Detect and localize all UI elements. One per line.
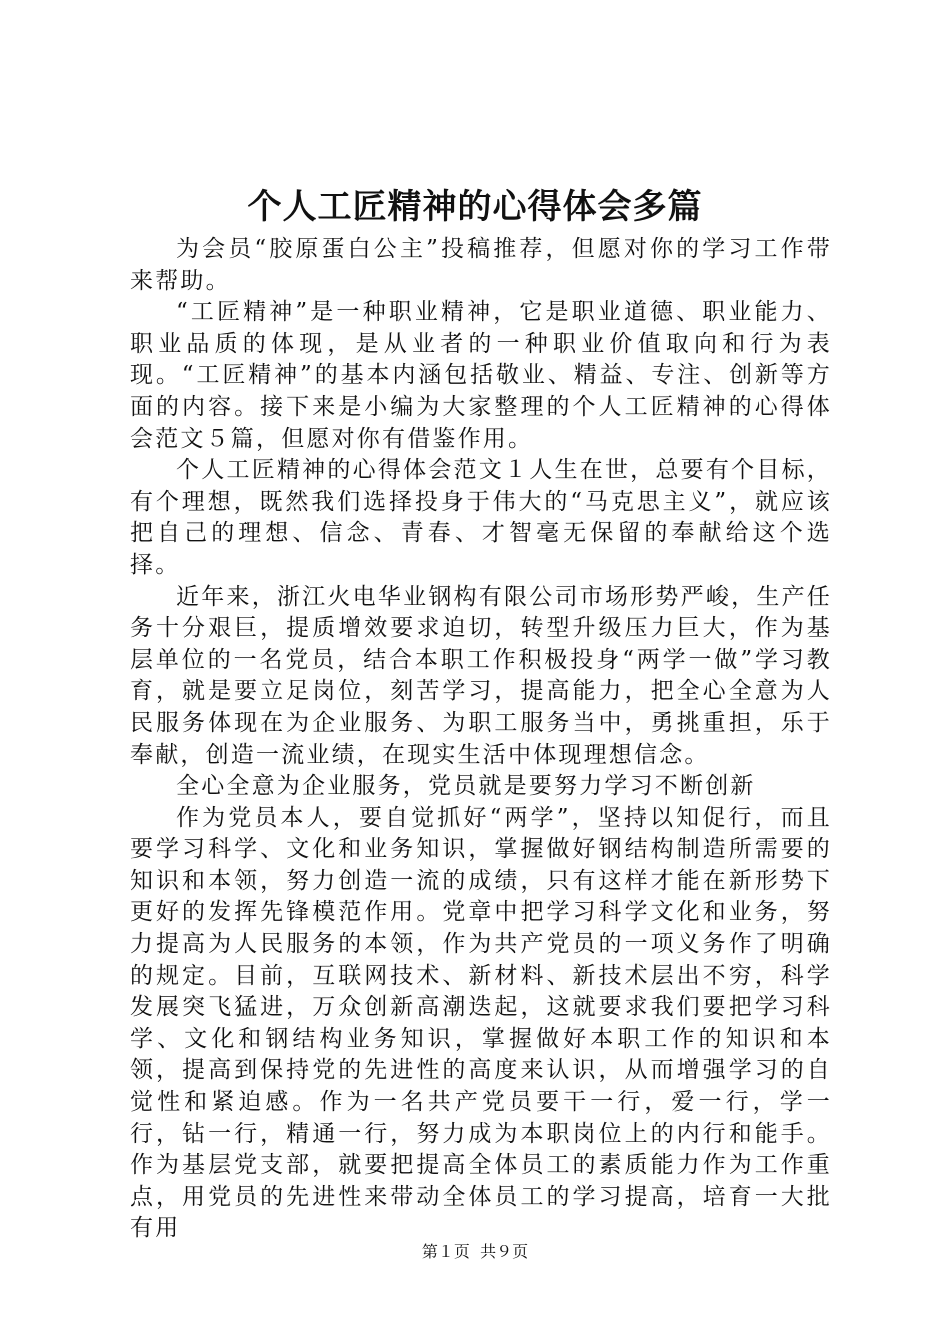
page-total: 共９页 <box>480 1242 529 1261</box>
paragraph-party-member: 作为党员本人，要自觉抓好“两学”，坚持以知促行，而且要学习科学、文化和业务知识，掌握做好钢结构制造所需要的知识和本领，努力创造一流的成绩，只有这样才能在新形势下更好的发挥先锋模范作用。党章中把学习科学文化和业务，努力提高为人民服务的本领，作为共产党员的一项义务作了明确的规定。目前，互联网技术、新材料、新技术层出不穷，科学发展突飞猛进，万众创新高潮迭起，这就要求我们要把学习科学、文化和钢结构业务知识，掌握做好本职工作的知识和本领，提高到保持党的先进性的高度来认识，从而增强学习的自觉性和紧迫感。作为一名共产党员要干一行，爱一行，学一行，钻一行，精通一行，努力成为本职岗位上的内行和能手。作为基层党支部，就要把提高全体员工的素质能力作为工作重点，用党员的先进性来带动全体员工的学习提高，培育一大批有用 <box>130 804 832 1242</box>
page-footer <box>0 1240 950 1264</box>
footer-separator <box>470 1242 480 1261</box>
paragraph-subheading: 全心全意为企业服务，党员就是要努力学习不断创新 <box>176 773 756 800</box>
document-title: 个人工匠精神的心得体会多篇 <box>247 187 703 227</box>
document-body <box>130 234 832 1245</box>
paragraph-recent-years: 近年来，浙江火电华业钢构有限公司市场形势严峻，生产任务十分艰巨，提质增效要求迫切，转型升级压力巨大，作为基层单位的一名党员，结合本职工作积极投身“两学一做”学习教育，就是要立足岗位，刻苦学习，提高能力，把全心全意为人民服务体现在为企业服务、为职工服务当中，勇挑重担，乐于奉献，创造一流业绩，在现实生活中体现理想信念。 <box>130 583 832 768</box>
paragraph-definition: “工匠精神”是一种职业精神，它是职业道德、职业能力、职业品质的体现，是从业者的一种职业价值取向和行为表现。“工匠精神”的基本内涵包括敬业、精益、专注、创新等方面的内容。接下来是小编为大家整理的个人工匠精神的心得体会范文５篇，但愿对你有借鉴作用。 <box>130 299 832 452</box>
paragraph-essay-1-start: 个人工匠精神的心得体会范文１人生在世，总要有个目标，有个理想，既然我们选择投身于伟大的“马克思主义”，就应该把自己的理想、信念、青春、才智毫无保留的奉献给这个选择。 <box>130 457 832 578</box>
page-number: 第１页 <box>421 1242 470 1261</box>
paragraph-intro: 为会员“胶原蛋白公主”投稿推荐，但愿对你的学习工作带来帮助。 <box>130 236 832 294</box>
